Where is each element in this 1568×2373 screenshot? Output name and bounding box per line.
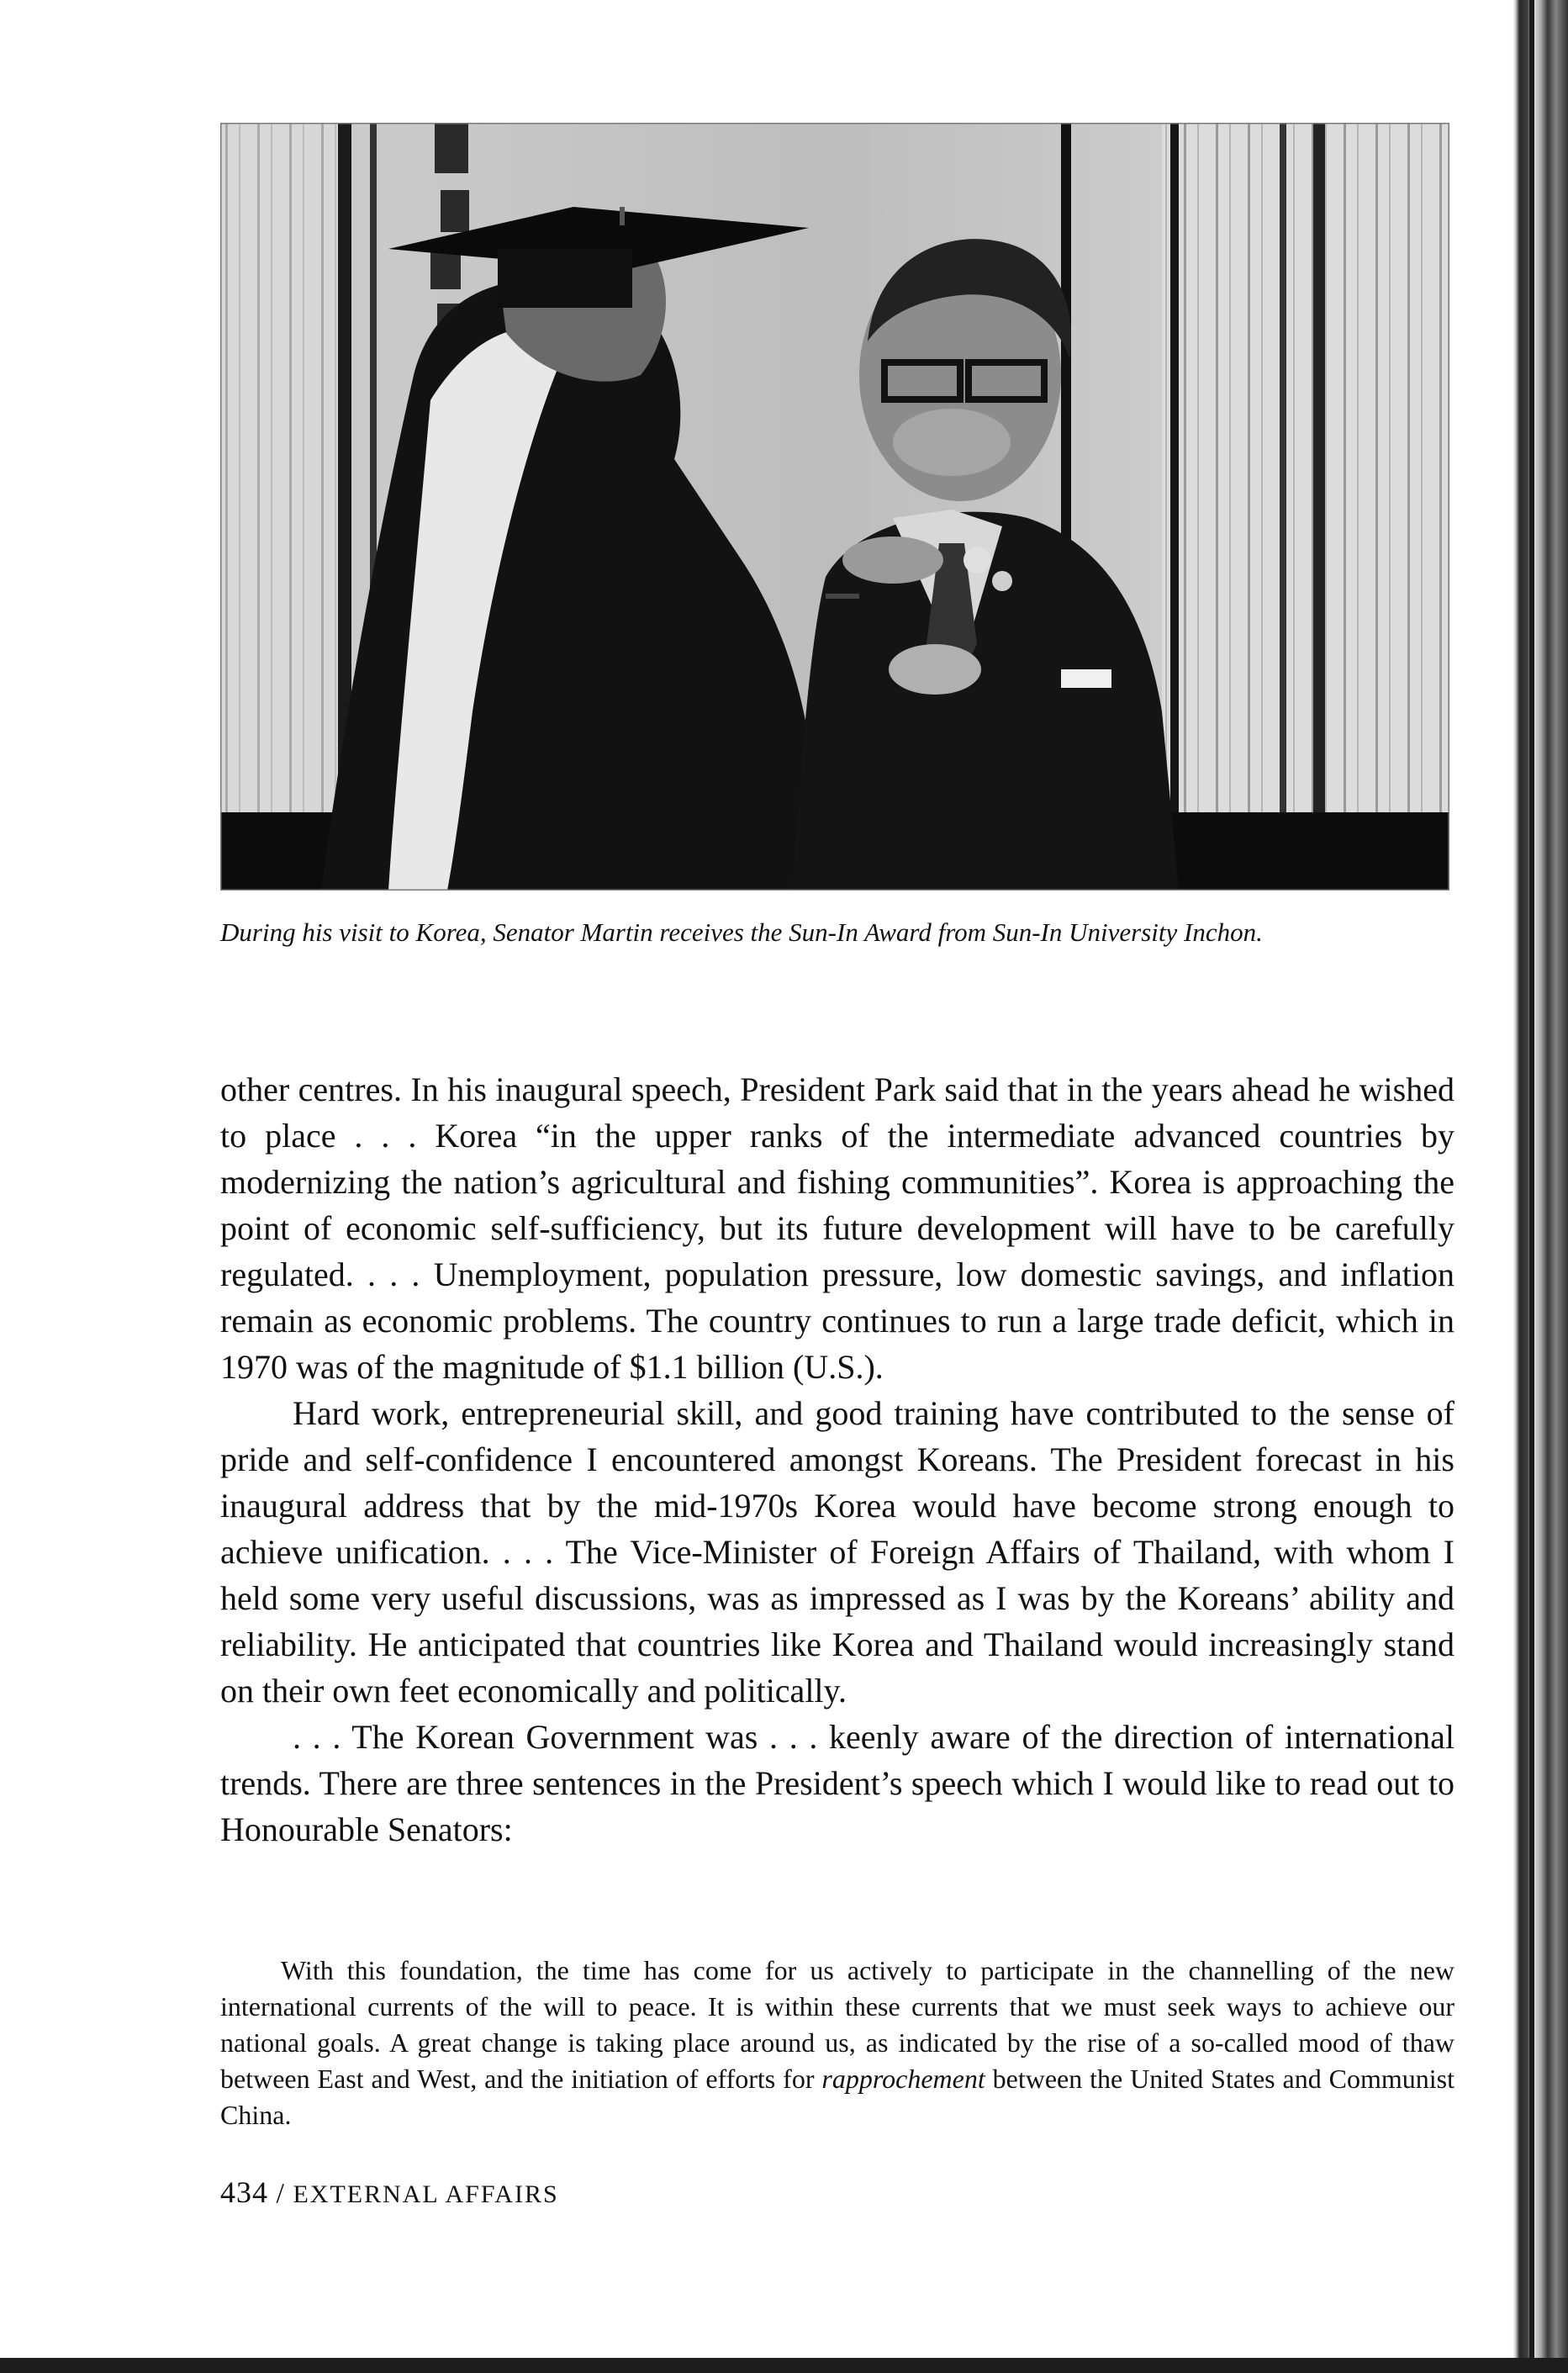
quote-text-before: With this foundation, the time has come for us actively to participate in the channelling of the new international currents of the will to peace. It is within these currents that we must seek ways to achieve our national goals. A great change is taking place around us, as indicated by the rise of a so-called mood of thaw between East and West, and the initiation of efforts for bbox=[220, 1955, 1454, 2094]
paragraph-1: other centres. In his inaugural speech, President Park said that in the years ahead he wished to place . . . Korea “in the upper ranks of the intermediate advanced countries by modernizing the nation’s agricultural and fishing communities”. Korea is approaching the point of economic self-sufficiency, but its future development will have to be carefully regulated. . . . Unemployment, population pressure, low domestic savings, and inflation remain as economic problems. The country continues to run a large trade deficit, which in 1970 was of the magnitude of $1.1 billion (U.S.). bbox=[220, 1070, 1454, 1386]
scanned-page-edge bbox=[1501, 0, 1568, 2373]
article-body bbox=[220, 1066, 1454, 1852]
paragraph-3: . . . The Korean Government was . . . keenly aware of the direction of international trends. There are three sentences in the President’s speech which I would like to read out to Honourable Senators: bbox=[220, 1718, 1454, 1848]
award-ceremony-photo bbox=[220, 123, 1449, 891]
block-quote bbox=[220, 1953, 1454, 2133]
page-footer bbox=[220, 2175, 559, 2210]
scanned-bottom-edge bbox=[0, 2358, 1568, 2373]
section-title: EXTERNAL AFFAIRS bbox=[293, 2180, 559, 2208]
footer-separator: / bbox=[276, 2178, 285, 2209]
quote-emphasis: rapprochement bbox=[821, 2064, 985, 2094]
page-number: 434 bbox=[220, 2175, 268, 2209]
paragraph-2: Hard work, entrepreneurial skill, and good training have contributed to the sense of pride and self-confidence I encountered amongst Koreans. The President forecast in his inaugural address that by the mid-1970s Korea would have become strong enough to achieve unification. . . . The Vice-Minister of Foreign Affairs of Thailand, with whom I held some very useful discussions, was as impressed as I was by the Koreans’ ability and reliability. He anticipated that countries like Korea and Thailand would increasingly stand on their own feet economically and politically. bbox=[220, 1394, 1454, 1710]
quote-text-after: between the United States and Communist China. bbox=[220, 2064, 1455, 2130]
page-edge-line bbox=[1529, 0, 1534, 2373]
photo-caption: During his visit to Korea, Senator Martin receives the Sun-In Award from Sun-In University Inchon. bbox=[220, 917, 1263, 947]
